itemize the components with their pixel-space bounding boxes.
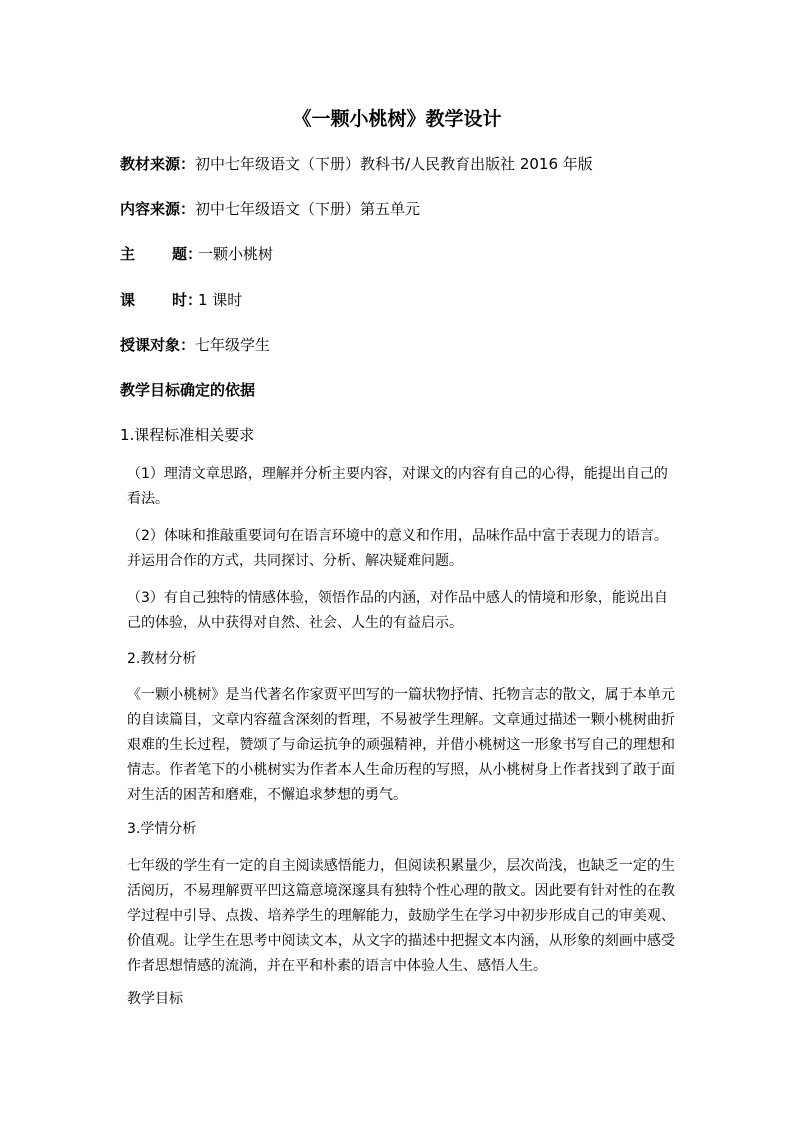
s1-item-2: （2）体味和推敲重要词句在语言环境中的意义和作用，品味作品中富于表现力的语言。并运用合作的方式，共同探讨、分析、解决疑难问题。 — [127, 528, 668, 569]
s2-text: 《一颗小桃树》是当代著名作家贾平凹写的一篇状物抒情、托物言志的散文，属于本单元的自读篇目，文章内容蕴含深刻的哲理，不易被学生理解。文章通过描述一颗小桃树曲折艰难的生长过程，赞颂了与命运抗争的顽强精神，并借小桃树这一形象书写自己的理想和情志。作者笔下的小桃树实为作者本人生命历程的写照，从小桃树身上作者找到了敢于面对生活的困苦和磨难，不懈追求梦想的勇气。 — [127, 687, 675, 803]
section-heading: 教学目标确定的依据 — [120, 381, 256, 399]
document-title: 《一颗小桃树》教学设计 — [292, 108, 502, 130]
topic-label-part1: 主 — [120, 245, 136, 263]
period-value: 1 课时 — [198, 291, 243, 309]
audience-label: 授课对象： — [120, 336, 196, 354]
period-label-part2: 时： — [172, 291, 203, 309]
source-value: 初中七年级语文（下册）教科书/人民教育出版社 2016 年版 — [195, 155, 593, 173]
topic-label-part2: 题： — [172, 245, 203, 263]
s1-item-1: （1）理清文章思路，理解并分析主要内容，对课文的内容有自己的心得，能提出自己的看法。 — [127, 466, 668, 507]
period-label-part1: 课 — [120, 291, 136, 309]
source-label: 教材来源： — [120, 155, 196, 173]
s2-heading: 2.教材分析 — [127, 651, 197, 667]
s1-heading: 1.课程标准相关要求 — [120, 426, 255, 444]
topic-value: 一颗小桃树 — [198, 245, 274, 263]
info-topic — [120, 243, 273, 265]
audience-value: 七年级学生 — [195, 336, 271, 354]
topic-label — [120, 243, 203, 265]
info-source — [120, 153, 593, 175]
s1-item-3: （3）有自己独特的情感体验，领悟作品的内涵，对作品中感人的情境和形象，能说出自己的体验，从中获得对自然、社会、人生的有益启示。 — [127, 590, 668, 631]
info-audience — [120, 334, 270, 356]
info-period — [120, 289, 242, 311]
content-label: 内容来源： — [120, 200, 196, 218]
s4-heading: 教学目标 — [127, 991, 183, 1007]
info-content — [120, 198, 420, 220]
content-value: 初中七年级语文（下册）第五单元 — [195, 200, 421, 218]
s3-heading: 3.学情分析 — [127, 821, 197, 837]
period-label — [120, 289, 203, 311]
s3-text: 七年级的学生有一定的自主阅读感悟能力，但阅读积累量少，层次尚浅，也缺乏一定的生活阅历，不易理解贾平凹这篇意境深邃具有独特个性心理的散文。因此要有针对性的在教学过程中引导、点拨、培养学生的理解能力，鼓励学生在学习中初步形成自己的审美观、价值观。让学生在思考中阅读文本，从文字的描述中把握文本内涵，从形象的刻画中感受作者思想情感的流淌，并在平和朴素的语言中体验人生、感悟人生。 — [127, 858, 675, 974]
